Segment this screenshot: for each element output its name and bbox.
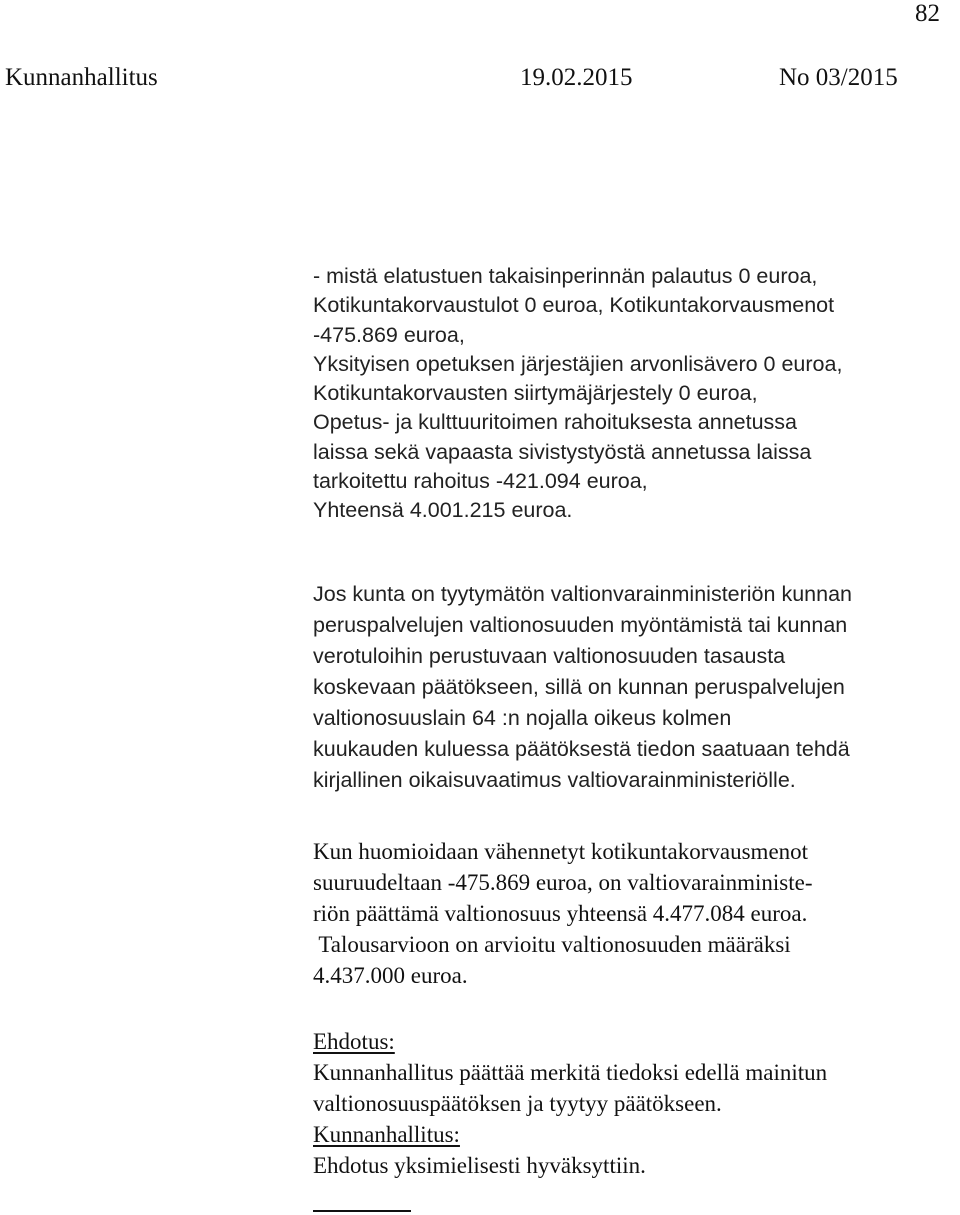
list-line: Yhteensä 4.001.215 euroa. bbox=[313, 498, 573, 523]
header-number: No 03/2015 bbox=[779, 64, 898, 91]
decision-text: Ehdotus yksimielisesti hyväksyttiin. bbox=[313, 1153, 646, 1178]
appeal-paragraph bbox=[313, 579, 953, 796]
funding-items-list bbox=[313, 262, 953, 526]
list-line: Kotikuntakorvaustulot 0 euroa, Kotikuntakorvausmenot bbox=[313, 293, 835, 318]
header-date: 19.02.2015 bbox=[520, 64, 633, 91]
appeal-line: kuukauden kuluessa päätöksestä tiedon saatuaan tehdä bbox=[313, 737, 850, 761]
list-line: tarkoitettu rahoitus -421.094 euroa, bbox=[313, 469, 648, 494]
list-line: - mistä elatustuen takaisinperinnän palautus 0 euroa, bbox=[313, 264, 818, 288]
list-line: Yksityisen opetuksen järjestäjien arvonlisävero 0 euroa, bbox=[313, 351, 843, 376]
page-number: 82 bbox=[915, 0, 940, 27]
summary-line: 4.437.000 euroa. bbox=[313, 963, 468, 988]
appeal-line: verotuloihin perustuvaan valtionosuuden tasausta bbox=[313, 644, 786, 668]
appeal-line: Jos kunta on tyytymätön valtionvarainministeriön kunnan bbox=[313, 582, 852, 606]
summary-line: Kun huomioidaan vähennetyt kotikuntakorvausmenot bbox=[313, 839, 809, 864]
decision-heading: Kunnanhallitus: bbox=[313, 1122, 460, 1147]
summary-line: Talousarvioon on arvioitu valtionosuuden määräksi bbox=[313, 932, 791, 957]
appeal-line: peruspalvelujen valtionosuuden myöntämistä tai kunnan bbox=[313, 613, 848, 637]
header-organization: Kunnanhallitus bbox=[5, 64, 158, 91]
list-line: laissa sekä vapaasta sivistystyöstä annetussa laissa bbox=[313, 439, 812, 464]
list-line: -475.869 euroa, bbox=[313, 322, 465, 347]
appeal-line: kirjallinen oikaisuvaatimus valtiovarainministeriölle. bbox=[313, 768, 796, 792]
closing-rule bbox=[313, 1210, 411, 1212]
proposal-heading: Ehdotus: bbox=[313, 1029, 395, 1054]
proposal-line: Kunnanhallitus päättää merkitä tiedoksi edellä mainitun bbox=[313, 1060, 828, 1085]
list-line: Opetus- ja kulttuuritoimen rahoituksesta annetussa bbox=[313, 410, 798, 435]
list-line: Kotikuntakorvausten siirtymäjärjestely 0 euroa, bbox=[313, 381, 758, 406]
appeal-line: koskevaan päätökseen, sillä on kunnan peruspalvelujen bbox=[313, 675, 845, 699]
proposal-line: valtionosuuspäätöksen ja tyytyy päätökseen. bbox=[313, 1091, 722, 1116]
summary-line: riön päättämä valtionosuus yhteensä 4.477.084 euroa. bbox=[313, 901, 808, 926]
appeal-line: valtionosuuslain 64 :n nojalla oikeus kolmen bbox=[313, 706, 732, 730]
summary-line: suuruudeltaan -475.869 euroa, on valtiovarainministe- bbox=[313, 870, 813, 895]
summary-paragraph bbox=[313, 836, 953, 991]
proposal-section bbox=[313, 1026, 953, 1181]
